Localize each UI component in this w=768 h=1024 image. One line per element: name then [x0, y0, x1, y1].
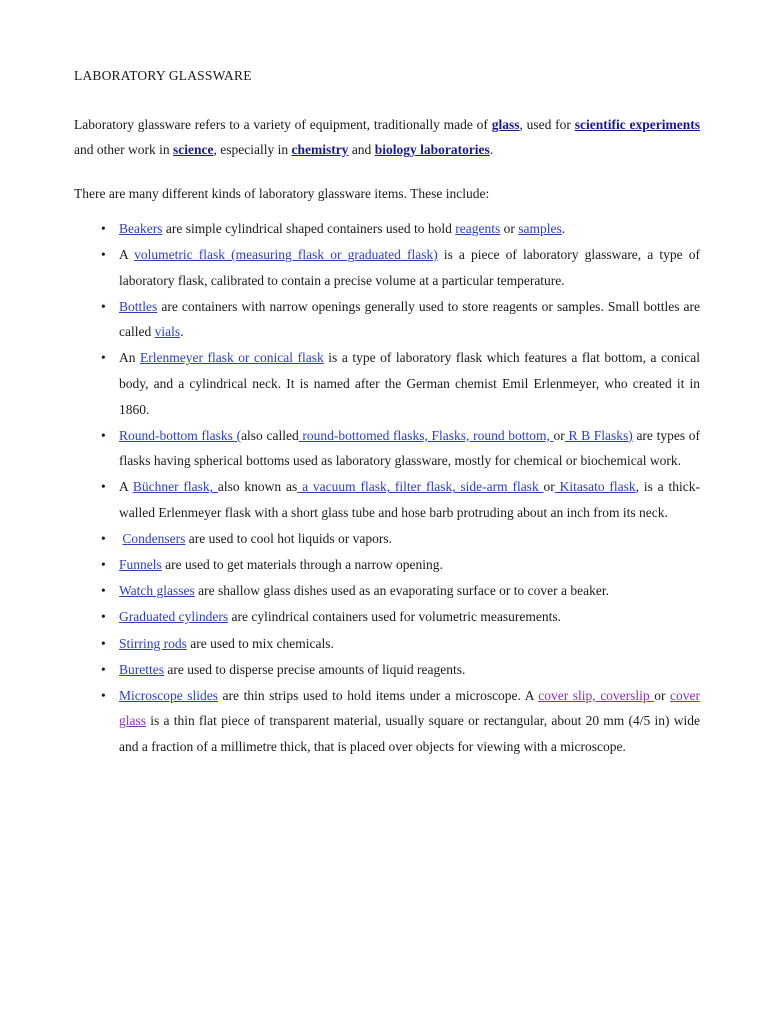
link-volumetric-flask[interactable]: volumetric flask (measuring flask or graduated flask) — [134, 247, 438, 263]
link-microscope-slides[interactable]: Microscope slides — [119, 687, 219, 703]
item-text: are used to disperse precise amounts of liquid reagents. — [164, 661, 466, 677]
list-item — [74, 423, 700, 474]
item-text: . — [561, 221, 566, 236]
link-buchner-flask[interactable]: Büchner flask, — [132, 479, 218, 495]
item-text: or — [543, 479, 555, 495]
link-watch-glasses[interactable]: Watch glasses — [119, 583, 195, 599]
bullet-icon: • — [101, 221, 106, 236]
link-stirring-rods[interactable]: Stirring rods — [119, 635, 187, 651]
bullet-icon: • — [101, 635, 106, 651]
item-text: also known as — [217, 479, 298, 495]
list-item — [74, 683, 700, 760]
link-samples[interactable]: samples — [518, 221, 562, 236]
list-item — [74, 242, 700, 293]
item-text: or — [553, 427, 565, 443]
link-erlenmeyer-flask[interactable]: Erlenmeyer flask or conical flask — [140, 350, 324, 366]
list-item — [74, 578, 700, 604]
bullet-icon: • — [101, 609, 106, 625]
intro-text: , especially in — [213, 142, 292, 157]
link-kitasato-flask[interactable]: Kitasato flask — [554, 479, 636, 495]
link-rb-flasks[interactable]: R B Flasks) — [564, 427, 633, 443]
bullet-icon: • — [101, 427, 106, 443]
item-text: or — [654, 687, 670, 703]
bullet-icon: • — [101, 479, 106, 495]
item-text: is a thin flat piece of transparent material, usually square or rectangular, about 20 mm (4/5 in) wide and a fraction of a millimetre thick, that is placed over objects for viewing with a microscope. — [119, 713, 700, 754]
intro-text: Laboratory glassware refers to a variety of equipment, traditionally made of — [74, 117, 492, 132]
link-bottles[interactable]: Bottles — [119, 298, 158, 314]
link-funnels[interactable]: Funnels — [119, 557, 162, 573]
link-vacuum-flask[interactable]: a vacuum flask, filter flask, side-arm flask — [297, 479, 544, 495]
link-graduated-cylinders[interactable]: Graduated cylinders — [119, 609, 229, 625]
item-text: are used to mix chemicals. — [186, 635, 334, 651]
list-item — [74, 345, 700, 422]
link-round-bottom-flasks[interactable]: Round-bottom flasks ( — [119, 427, 242, 443]
link-condensers[interactable]: Condensers — [122, 531, 186, 547]
item-text: A — [119, 247, 135, 263]
intro-text: , used for — [519, 117, 575, 132]
bullet-icon: • — [101, 661, 106, 677]
document-title: LABORATORY GLASSWARE — [74, 68, 252, 83]
item-text: . — [180, 324, 184, 340]
link-cover-slip[interactable]: cover slip, coverslip — [538, 687, 655, 703]
link-glass[interactable]: glass — [491, 117, 520, 132]
bullet-icon: • — [101, 557, 106, 573]
list-lead-text: There are many different kinds of laboratory glassware items. These include: — [74, 186, 490, 201]
list-item — [74, 552, 700, 578]
list-item — [74, 294, 700, 345]
item-text: are thin strips used to hold items under a microscope. A — [218, 687, 539, 703]
intro-text: and — [348, 142, 375, 157]
list-item — [74, 631, 700, 657]
list-item — [74, 657, 700, 683]
list-item — [74, 216, 700, 242]
item-text: are cylindrical containers used for volumetric measurements. — [228, 609, 561, 625]
item-text: A — [119, 479, 133, 495]
list-item — [74, 604, 700, 630]
bullet-icon: • — [101, 298, 106, 314]
bullet-icon: • — [101, 583, 106, 599]
link-burettes[interactable]: Burettes — [119, 661, 164, 677]
link-science[interactable]: science — [172, 142, 214, 157]
intro-text: and other work in — [74, 142, 173, 157]
link-round-bottomed-flasks[interactable]: round-bottomed flasks, Flasks, round bottom, — [298, 427, 554, 443]
link-reagents[interactable]: reagents — [455, 221, 501, 236]
link-chemistry[interactable]: chemistry — [291, 142, 349, 157]
item-text: also called — [241, 427, 299, 443]
link-vials[interactable]: vials — [154, 324, 181, 340]
item-text: is a piece of laboratory glassware, a type of laboratory flask, calibrated to contain a precise volume at a particular temperature. — [119, 247, 700, 288]
item-text: are types of flasks having spherical bottoms used as laboratory glassware, mostly for chemical or biochemical work. — [119, 427, 700, 469]
glassware-list — [74, 216, 700, 759]
item-text: are shallow glass dishes used as an evaporating surface or to cover a beaker. — [194, 583, 610, 599]
link-beakers[interactable]: Beakers — [119, 221, 163, 236]
item-text: are used to get materials through a narrow opening. — [161, 557, 443, 573]
item-text: are used to cool hot liquids or vapors. — [185, 531, 392, 547]
list-item — [74, 526, 700, 552]
item-text: An — [119, 350, 141, 366]
item-text: is a type of laboratory flask which features a flat bottom, a conical body, and a cylindrical neck. It is named after the German chemist Emil Erlenmeyer, who created it in 1860. — [119, 350, 701, 417]
bullet-icon: • — [101, 531, 106, 547]
list-item — [74, 474, 700, 525]
link-scientific-experiments[interactable]: scientific experiments — [574, 117, 700, 132]
intro-text: . — [489, 142, 494, 157]
item-text: are containers with narrow openings generally used to store reagents or samples. Small bottles are called — [119, 298, 700, 340]
item-text: are simple cylindrical shaped containers used to hold — [162, 221, 456, 236]
item-text: , is a thick-walled Erlenmeyer flask with a short glass tube and hose barb protruding about an inch from its neck. — [119, 479, 700, 521]
item-text: or — [500, 221, 519, 236]
intro-paragraph — [74, 112, 700, 162]
bullet-icon: • — [101, 687, 106, 703]
link-biology-laboratories[interactable]: biology laboratories — [374, 142, 490, 157]
link-cover-glass[interactable]: cover glass — [119, 687, 700, 729]
bullet-icon: • — [101, 247, 106, 263]
bullet-icon: • — [101, 350, 106, 366]
